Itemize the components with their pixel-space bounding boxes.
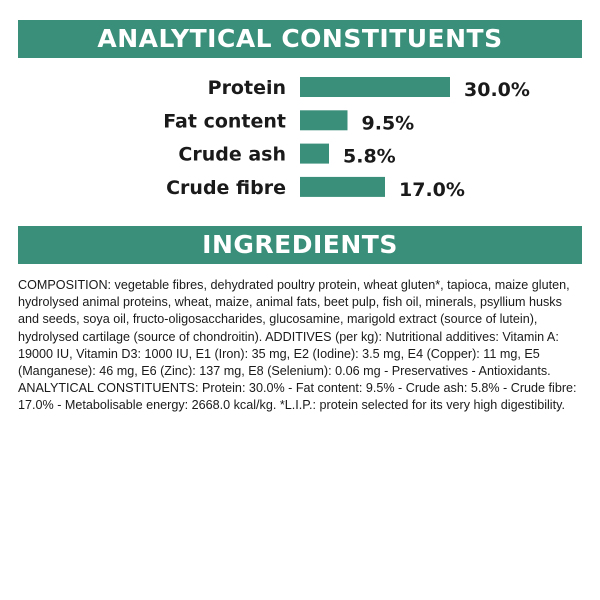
category-label-protein: Protein bbox=[207, 77, 286, 99]
category-label-crude-ash: Crude ash bbox=[178, 143, 286, 166]
bar-crude-ash bbox=[300, 144, 329, 164]
bar-crude-fibre bbox=[300, 177, 385, 197]
value-label-protein: 30.0% bbox=[464, 79, 530, 101]
bar-protein bbox=[300, 77, 450, 97]
value-label-crude-fibre: 17.0% bbox=[399, 178, 465, 201]
composition-text: COMPOSITION: vegetable fibres, dehydrated poultry protein, wheat gluten*, tapioca, maize gluten, hydrolysed animal proteins, wheat, maize, animal fats, beet pulp, fish oil, minerals, psyllium husks and seeds, soya oil, fructo-oligosaccharides, glucosamine, marigold extract (source of lutein), hydrolysed cartilage (source of chondroitin). ADDITIVES (per kg): Nutritional additives: Vitamin A: 19000 IU, Vitamin D3: 1000 IU, E1 (Iron): 35 mg, E2 (Iodine): 3.5 mg, E4 (Copper): 11 mg, E5 (Manganese): 46 mg, E6 (Zinc): 137 mg, E8 (Selenium): 0.06 mg - Preservatives - Antioxidants. ANALYTICAL CONSTITUENTS: Protein: 30.0% - Fat content: 9.5% - Crude ash: 5.8% - Crude fibre: 17.0% - Metabolisable energy: 2668.0 kcal/kg. *L.I.P.: protein selected for its very high digestibility. bbox=[18, 278, 577, 413]
value-label-crude-ash: 5.8% bbox=[343, 145, 396, 168]
value-label-fat-content: 9.5% bbox=[361, 112, 415, 135]
analytical-constituents-heading: ANALYTICAL CONSTITUENTS bbox=[18, 20, 582, 58]
category-label-fat-content: Fat content bbox=[163, 110, 286, 133]
constituents-bar-chart bbox=[0, 64, 600, 214]
category-label-crude-fibre: Crude fibre bbox=[166, 176, 286, 199]
bar-fat-content bbox=[300, 110, 348, 130]
ingredients-heading: INGREDIENTS bbox=[18, 226, 582, 264]
